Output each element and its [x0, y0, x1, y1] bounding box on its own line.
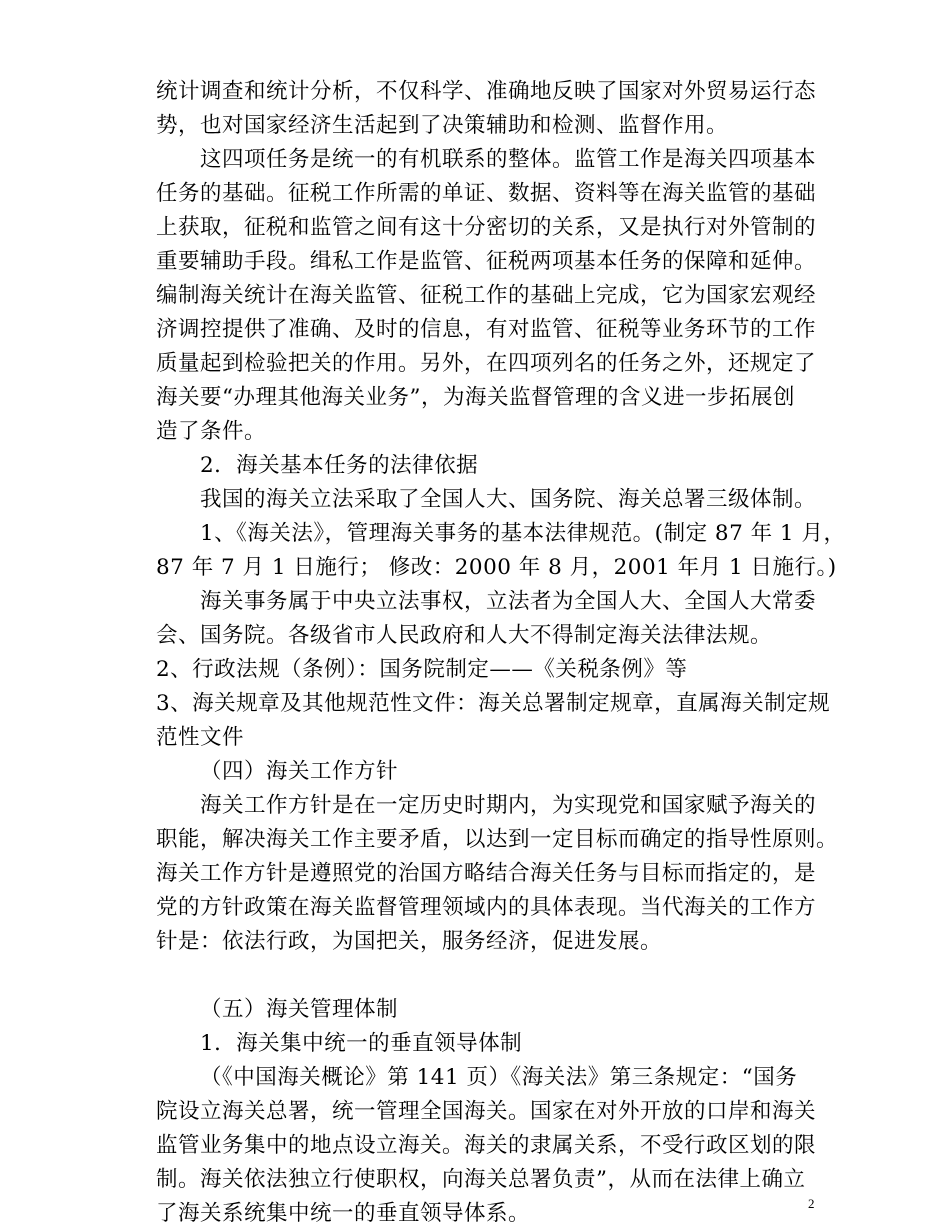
text-line: 87 年 7 月 1 日施行； 修改：2000 年 8 月，2001 年月 1 日施行。) [156, 555, 837, 580]
text-line: 编制海关统计在海关监管、征税工作的基础上完成，它为国家宏观经 [156, 283, 817, 308]
section-heading: （五）海关管理体制 [200, 997, 399, 1022]
text-line: 造了条件。 [156, 419, 267, 444]
text-line: 势，也对国家经济生活起到了决策辅助和检测、监督作用。 [156, 113, 729, 138]
text-line: 统计调查和统计分析，不仅科学、准确地反映了国家对外贸易运行态 [156, 79, 817, 104]
section-heading: 1．海关集中统一的垂直领导体制 [200, 1031, 523, 1056]
text-line: 院设立海关总署，统一管理全国海关。国家在对外开放的口岸和海关 [156, 1099, 817, 1124]
text-line: 上获取，征税和监管之间有这十分密切的关系，又是执行对外管制的 [156, 215, 817, 240]
text-line: 海关工作方针是遵照党的治国方略结合海关任务与目标而指定的，是 [156, 861, 817, 886]
text-line: 任务的基础。征税工作所需的单证、数据、资料等在海关监管的基础 [156, 181, 817, 206]
text-line: 这四项任务是统一的有机联系的整体。监管工作是海关四项基本 [200, 147, 817, 172]
text-line: 3、海关规章及其他规范性文件：海关总署制定规章，直属海关制定规 [156, 691, 831, 716]
text-line: 职能，解决海关工作主要矛盾，以达到一定目标而确定的指导性原则。 [156, 827, 839, 852]
text-line: 重要辅助手段。缉私工作是监管、征税两项基本任务的保障和延伸。 [156, 249, 817, 274]
text-line: 针是：依法行政，为国把关，服务经济，促进发展。 [156, 929, 663, 954]
text-line: 我国的海关立法采取了全国人大、国务院、海关总署三级体制。 [200, 487, 817, 512]
text-line: 2、行政法规（条例）：国务院制定——《关税条例》等 [156, 657, 688, 682]
text-line: 海关工作方针是在一定历史时期内，为实现党和国家赋予海关的 [200, 793, 817, 818]
text-line: 1、《海关法》，管理海关事务的基本法律规范。(制定 87 年 1 月， [200, 521, 846, 546]
text-line: 济调控提供了准确、及时的信息，有对监管、征税等业务环节的工作 [156, 317, 817, 342]
section-heading: （四）海关工作方针 [200, 759, 399, 784]
text-line: 党的方针政策在海关监督管理领域内的具体表现。当代海关的工作方 [156, 895, 817, 920]
text-line: 海关要“办理其他海关业务”，为海关监督管理的含义进一步拓展创 [156, 385, 795, 410]
page-number: 2 [808, 1196, 815, 1211]
section-heading: 2．海关基本任务的法律依据 [200, 453, 479, 478]
text-line: 监管业务集中的地点设立海关。海关的隶属关系，不受行政区划的限 [156, 1133, 817, 1158]
text-line: 海关事务属于中央立法事权，立法者为全国人大、全国人大常委 [200, 589, 817, 614]
text-line: 制。海关依法独立行使职权，向海关总署负责”，从而在法律上确立 [156, 1167, 806, 1192]
text-line: 质量起到检验把关的作用。另外，在四项列名的任务之外，还规定了 [156, 351, 817, 376]
text-line: 会、国务院。各级省市人民政府和人大不得制定海关法律法规。 [156, 623, 773, 648]
text-line: （《中国海关概论》第 141 页）《海关法》第三条规定：“国务 [200, 1065, 798, 1090]
text-line: 了海关系统集中统一的垂直领导体系。 [156, 1201, 531, 1226]
text-line: 范性文件 [156, 725, 245, 750]
